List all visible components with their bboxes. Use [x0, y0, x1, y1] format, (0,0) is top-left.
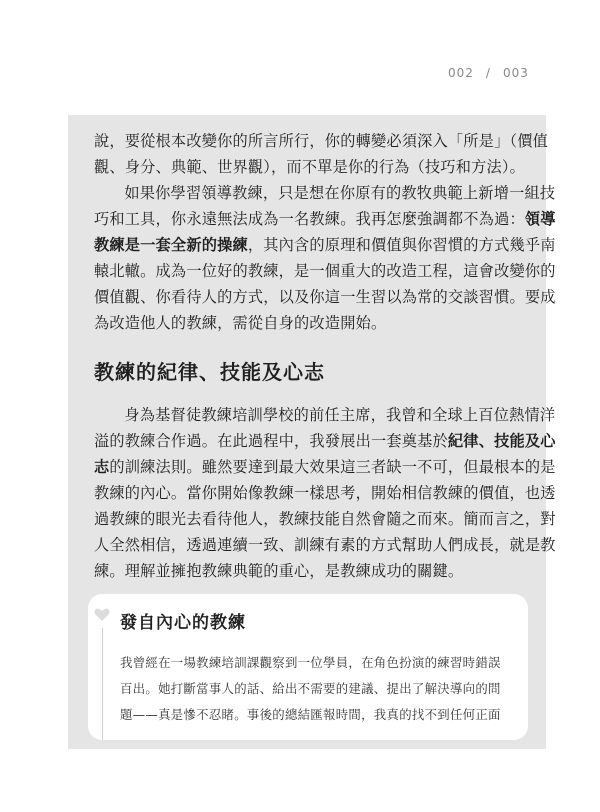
text-line: 教練的內心。當你開始像教練一樣思考，開始相信教練的價值，也透	[94, 484, 556, 502]
text-line	[94, 454, 556, 480]
page-total: 003	[502, 66, 529, 80]
paragraph-leadership-coaching	[94, 180, 556, 336]
text-line: 身為基督徒教練培訓學校的前任主席，我曾和全球上百位熱情洋	[124, 406, 556, 424]
callout-body	[120, 650, 512, 728]
page-separator: /	[485, 66, 491, 80]
text-line: 人全然相信，透過連續一致、訓練有素的方式幫助人們成長，就是教	[94, 536, 556, 554]
text-line: 練。理解並擁抱教練典範的重心，是教練成功的關鍵。	[94, 562, 464, 580]
text-line: 如果你學習領導教練，只是想在你原有的教牧典範上新增一組技	[124, 184, 556, 202]
text-line: 題——真是慘不忍睹。事後的總結匯報時間，我真的找不到任何正面	[120, 707, 501, 722]
text-line: 為改造他人的教練，需從自身的改造開始。	[94, 314, 387, 332]
text-line	[94, 232, 556, 258]
text-line: 觀、身分、典範、世界觀），而不單是你的行為（技巧和方法）。	[94, 158, 526, 176]
text-line: 百出。她打斷當事人的話、給出不需要的建議、提出了解決導向的問	[120, 681, 501, 696]
bold-phrase: 志	[94, 458, 110, 476]
bold-phrase: 技能及心	[494, 432, 556, 450]
bold-phrase: 紀律	[447, 432, 479, 450]
text-line: 過教練的眼光去看待他人，教練技能自然會隨之而來。簡而言之，對	[94, 510, 556, 528]
text-line	[94, 428, 556, 454]
text-line: 價值觀、你看待人的方式，以及你這一生習以為常的交談習慣。要成	[94, 288, 556, 306]
page-current: 002	[448, 66, 474, 80]
heart-icon	[94, 608, 110, 622]
bold-phrase: 領導	[524, 210, 556, 228]
callout-divider	[102, 628, 103, 740]
callout-box	[88, 594, 528, 740]
section-heading: 教練的紀律、技能及心志	[94, 360, 325, 384]
paragraph-continued	[94, 128, 549, 180]
page-counter	[448, 66, 529, 80]
text-run: 的訓練法則。雖然要達到最大效果這三者缺一不可，但最根本的是	[109, 458, 556, 476]
text-line: 說，要從根本改變你的所言所行，你的轉變必須深入「所是」（價值	[94, 132, 549, 150]
text-line	[94, 206, 556, 232]
callout-title: 發自內心的教練	[120, 613, 246, 633]
text-line: 轅北轍。成為一位好的教練，是一個重大的改造工程，這會改變你的	[94, 262, 556, 280]
text-run: 巧和工具，你永遠無法成為一名教練。我再怎麼強調都不為過：	[94, 210, 525, 228]
paragraph-coaching-principles	[94, 402, 556, 584]
text-run: 溢的教練合作過。在此過程中，我發展出一套奠基於	[94, 432, 448, 450]
text-run: ，其內含的原理和價值與你習慣的方式幾乎南	[247, 236, 556, 254]
bold-phrase: 、	[478, 432, 495, 450]
text-line: 我曾經在一場教練培訓課觀察到一位學員，在角色扮演的練習時錯誤	[120, 655, 501, 670]
bold-phrase: 教練是一套全新的操練	[94, 236, 248, 254]
